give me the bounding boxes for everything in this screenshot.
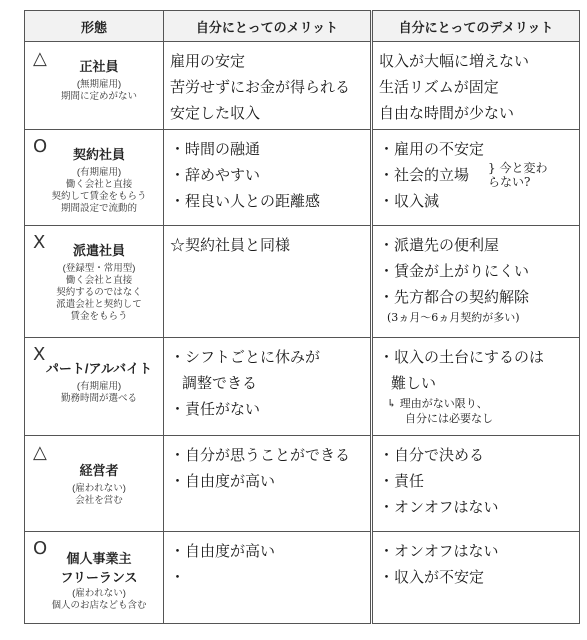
demerit-item: ・雇用の不安定	[379, 140, 485, 158]
demerit-item: ↳ 理由がない限り、	[387, 397, 488, 410]
demerit-item: ・社会的立場	[379, 166, 470, 184]
form-sub: (有期雇用)	[76, 167, 122, 178]
demerit-cell	[372, 532, 580, 624]
demerit-item: 生活リズムが固定	[379, 78, 499, 96]
merit-cell	[164, 130, 372, 226]
merit-item: 安定した収入	[170, 104, 261, 122]
merit-item: ・程良い人との距離感	[170, 192, 321, 210]
form-sub: 個人のお店なども含む	[51, 600, 147, 611]
merit-item: 調整できる	[182, 374, 258, 392]
form-cell	[25, 338, 164, 436]
demerit-item: ・オンオフはない	[379, 542, 499, 560]
merit-item: ☆契約社員と同様	[170, 236, 291, 254]
demerit-cell	[372, 338, 580, 436]
merit-item: 雇用の安定	[170, 52, 246, 70]
table-row	[25, 130, 580, 226]
form-sub: 期間設定で流動的	[60, 203, 137, 214]
evaluation-mark: X	[33, 232, 46, 253]
demerit-item: ・自分で決める	[379, 446, 485, 464]
merit-cell	[164, 338, 372, 436]
form-cell	[25, 436, 164, 532]
merit-cell	[164, 42, 372, 130]
form-sub: 契約して賃金をもらう	[51, 191, 147, 202]
form-sub: 契約するのではなく	[56, 287, 142, 298]
demerit-item: ・先方都合の契約解除	[379, 288, 530, 306]
form-name: 契約社員	[72, 147, 125, 162]
evaluation-mark: △	[33, 442, 47, 463]
merit-item: ・辞めやすい	[170, 166, 261, 184]
form-name: 個人事業主	[66, 551, 132, 566]
form-sub: 期間に定めがない	[60, 91, 137, 102]
demerit-item: ・責任	[379, 472, 425, 490]
demerit-item: 難しい	[391, 374, 437, 392]
merit-item: ・自由度が高い	[170, 542, 276, 560]
table-row	[25, 338, 580, 436]
evaluation-mark: △	[33, 48, 47, 69]
demerit-item: (3ヵ月〜6ヵ月契約が多い)	[387, 311, 520, 324]
form-cell	[25, 42, 164, 130]
demerit-item: ・収入が不安定	[379, 568, 485, 586]
form-sub: 会社を営む	[75, 495, 123, 506]
form-sub: (雇われない)	[72, 588, 126, 599]
form-sub: 勤務時間が選べる	[60, 393, 137, 404]
merit-item: ・自分が思うことができる	[170, 446, 351, 464]
demerit-item: ・オンオフはない	[379, 498, 499, 516]
form-sub: (雇われない)	[72, 483, 126, 494]
demerit-item: 自分には必要なし	[405, 412, 493, 425]
form-sub: (有期雇用)	[76, 381, 122, 392]
demerit-item: ・派遣先の便利屋	[379, 236, 500, 254]
demerit-item: ・収入減	[379, 192, 440, 210]
demerit-item: ・賃金が上がりにくい	[379, 262, 530, 280]
employment-comparison-table	[24, 10, 580, 624]
merit-item: ・責任がない	[170, 400, 261, 418]
form-cell	[25, 532, 164, 624]
demerit-item: ・収入の土台にするのは	[379, 348, 545, 366]
merit-item: 苦労せずにお金が得られる	[170, 78, 351, 96]
evaluation-mark: O	[33, 136, 48, 157]
demerit-cell	[372, 130, 580, 226]
header-row	[25, 11, 580, 42]
demerit-item: 収入が大幅に増えない	[379, 52, 530, 70]
table-row	[25, 532, 580, 624]
form-name: パート/アルバイト	[45, 361, 153, 376]
demerit-cell	[372, 42, 580, 130]
form-cell	[25, 226, 164, 338]
form-name: 経営者	[79, 463, 119, 478]
demerit-cell	[372, 226, 580, 338]
comparison-sheet	[24, 10, 574, 630]
form-name: フリーランス	[60, 570, 138, 585]
merit-cell	[164, 226, 372, 338]
form-cell	[25, 130, 164, 226]
merit-cell	[164, 532, 372, 624]
header-merit: 自分にとってのメリット	[164, 11, 372, 42]
form-sub: 派遣会社と契約して	[56, 299, 142, 310]
merit-cell	[164, 436, 372, 532]
demerit-note: } 今と変わらない?	[488, 161, 548, 189]
header-demerit: 自分にとってのデメリット	[372, 11, 580, 42]
form-sub: 働く会社と直接	[65, 275, 133, 286]
evaluation-mark: X	[33, 344, 46, 365]
form-sub: 働く会社と直接	[65, 179, 133, 190]
evaluation-mark: O	[33, 538, 48, 559]
demerit-item: 自由な時間が少ない	[379, 104, 515, 122]
merit-item: ・自由度が高い	[170, 472, 276, 490]
merit-item: ・シフトごとに休みが	[170, 348, 321, 366]
merit-item: ・	[170, 568, 186, 586]
table-row	[25, 42, 580, 130]
form-sub: (無期雇用)	[76, 79, 122, 90]
merit-item: ・時間の融通	[170, 140, 261, 158]
table-row	[25, 436, 580, 532]
header-form: 形態	[25, 11, 164, 42]
form-sub: 賃金をもらう	[70, 311, 128, 322]
form-sub: (登録型・常用型)	[62, 263, 136, 274]
table-row	[25, 226, 580, 338]
form-name: 派遣社員	[72, 243, 125, 258]
form-name: 正社員	[79, 59, 119, 74]
demerit-cell	[372, 436, 580, 532]
